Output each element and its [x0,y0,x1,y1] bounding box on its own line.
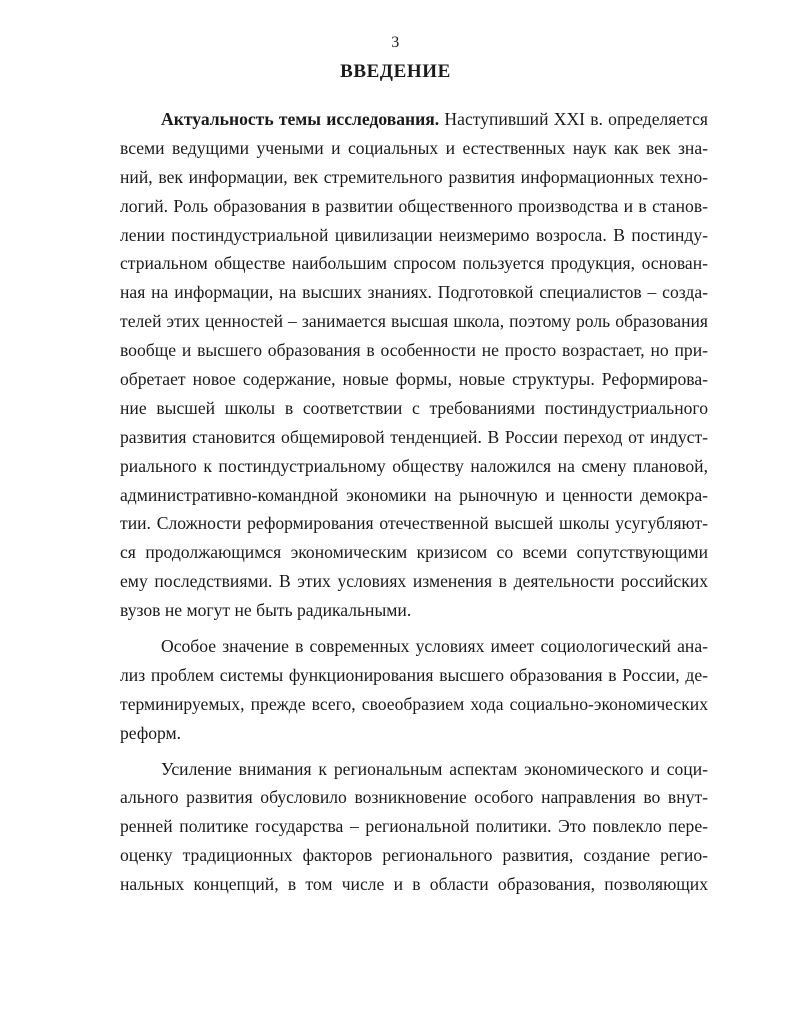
text-line: риального к постиндустриальному обществу наложился на смену плановой, [120,455,708,476]
text-line: ний, век информации, век стремительного развития информационных техно- [120,166,708,187]
text-line: реформ. [120,722,182,743]
text-line: ние высшей школы в соответствии с требованиями постиндустриального [120,397,708,418]
page-number: 3 [391,34,400,51]
text-line: логий. Роль образования в развитии общественного производства и в станов- [120,195,708,216]
text-line: тии. Сложности реформирования отечественной высшей школы усугубляют- [120,513,708,534]
relevance-lead: Актуальность темы исследования. [161,109,440,129]
text-line: ему последствиями. В этих условиях изменения в деятельности российских [120,571,708,592]
paragraph-regional-policy [120,755,708,899]
text-line: развития становится общемировой тенденцией. В России переход от индуст- [120,426,708,447]
text-line: ренней политике государства – региональной политики. Это повлекло пере- [120,816,708,837]
text-line: вообще и высшего образования в особенности не просто возрастает, но при- [120,340,708,361]
text-line: стриальном обществе наибольшим спросом пользуется продукция, основан- [120,253,708,274]
text-line: обретает новое содержание, новые формы, новые структуры. Реформирова- [120,369,708,390]
body-text [120,105,708,899]
text-line: вузов не могут не быть радикальными. [120,600,412,621]
text-line: нальных концепций, в том числе и в области образования, позволяющих [120,874,708,895]
text-line: административно-командной экономики на рыночную и ценности демокра- [120,484,708,505]
text-line: Усиление внимания к региональным аспектам экономического и соци- [161,758,708,779]
page-title: ВВЕДЕНИЕ [340,61,451,82]
text-line: телей этих ценностей – занимается высшая школа, поэтому роль образования [120,311,708,332]
paragraph-sociological-analysis [120,632,708,748]
paragraph-relevance [120,105,708,625]
text-line: ального развития обусловило возникновение особого направления во внут- [120,787,708,808]
text-line: лении постиндустриальной цивилизации неизмеримо возросла. В постинду- [120,224,708,245]
text-line: ся продолжающимся экономическим кризисом со всеми сопутствующими [120,542,708,563]
text-line: ная на информации, на высших знаниях. Подготовкой специалистов – созда- [120,282,708,303]
text-line: всеми ведущими учеными и социальных и естественных наук как век зна- [120,137,708,158]
text-line: терминируемых, прежде всего, своеобразием хода социально-экономических [120,693,708,714]
text-line: Актуальность темы исследования. Наступивший XXI в. определяется [161,109,708,129]
text-line: лиз проблем системы функционирования высшего образования в России, де- [120,664,708,685]
text-line: Особое значение в современных условиях имеет социологический ана- [161,636,708,657]
text-line: оценку традиционных факторов регионального развития, создание регио- [120,845,708,866]
